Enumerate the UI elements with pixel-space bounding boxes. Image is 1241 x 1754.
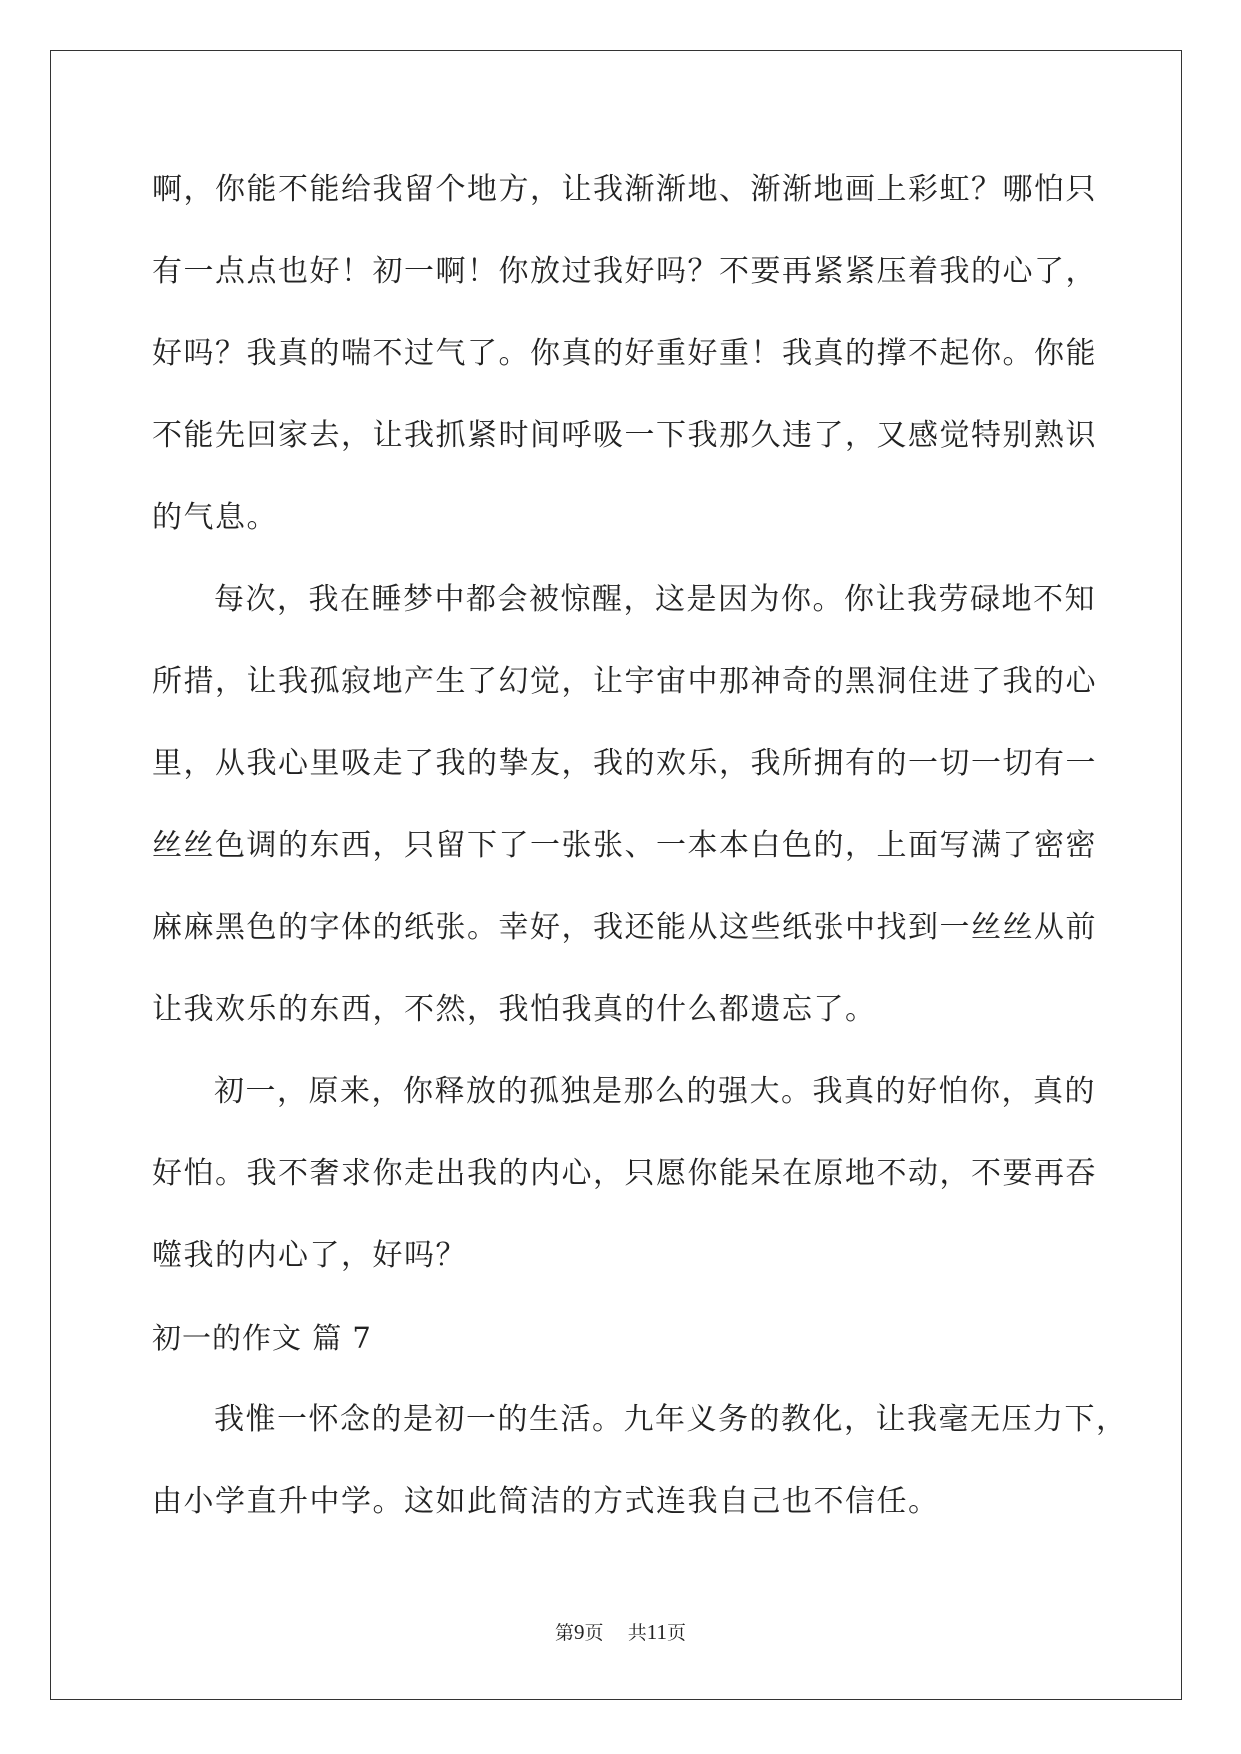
text-line: 由小学直升中学。这如此简洁的方式连我自己也不信任。: [152, 1484, 940, 1519]
text-line: 麻麻黑色的字体的纸张。幸好，我还能从这些纸张中找到一丝丝从前: [152, 910, 1097, 945]
footer-prefix: 第: [555, 1622, 575, 1644]
text-line: 有一点点也好！初一啊！你放过我好吗？不要再紧紧压着我的心了，: [152, 254, 1097, 289]
paragraph: [152, 570, 1097, 1062]
footer-total-prefix: 共: [627, 1622, 647, 1644]
paragraph: [152, 1062, 1097, 1308]
text-line: 的气息。: [152, 500, 278, 535]
text-line: 不能先回家去，让我抓紧时间呼吸一下我那久违了，又感觉特别熟识: [152, 418, 1097, 453]
document-body: [152, 160, 1128, 1554]
text-line: 好怕。我不奢求你走出我的内心，只愿你能呆在原地不动，不要再吞: [152, 1156, 1097, 1191]
text-line: 噬我的内心了，好吗？: [152, 1238, 467, 1273]
text-line: 好吗？我真的喘不过气了。你真的好重好重！我真的撑不起你。你能: [152, 336, 1097, 371]
page-footer: [0, 1620, 1241, 1645]
text-line: 初一，原来，你释放的孤独是那么的强大。我真的好怕你，真的: [214, 1074, 1096, 1109]
paragraph: [152, 160, 1097, 570]
section-heading: 初一的作文 篇 7: [152, 1321, 372, 1355]
total-page-count: 11: [646, 1620, 667, 1644]
current-page-number: 9: [574, 1620, 585, 1644]
text-line: 让我欢乐的东西，不然，我怕我真的什么都遗忘了。: [152, 992, 877, 1027]
text-line: 每次，我在睡梦中都会被惊醒，这是因为你。你让我劳碌地不知: [214, 582, 1096, 617]
text-line: 丝丝色调的东西，只留下了一张张、一本本白色的，上面写满了密密: [152, 828, 1097, 863]
footer-total-word: 页: [666, 1622, 686, 1644]
paragraph: [152, 1390, 1128, 1554]
text-line: 所措，让我孤寂地产生了幻觉，让宇宙中那神奇的黑洞住进了我的心: [152, 664, 1097, 699]
text-line: 我惟一怀念的是初一的生活。九年义务的教化，让我毫无压力下，: [214, 1402, 1128, 1437]
text-line: 里，从我心里吸走了我的挚友，我的欢乐，我所拥有的一切一切有一: [152, 746, 1097, 781]
text-line: 啊，你能不能给我留个地方，让我渐渐地、渐渐地画上彩虹？哪怕只: [152, 172, 1097, 207]
footer-page-word: 页: [584, 1622, 604, 1644]
